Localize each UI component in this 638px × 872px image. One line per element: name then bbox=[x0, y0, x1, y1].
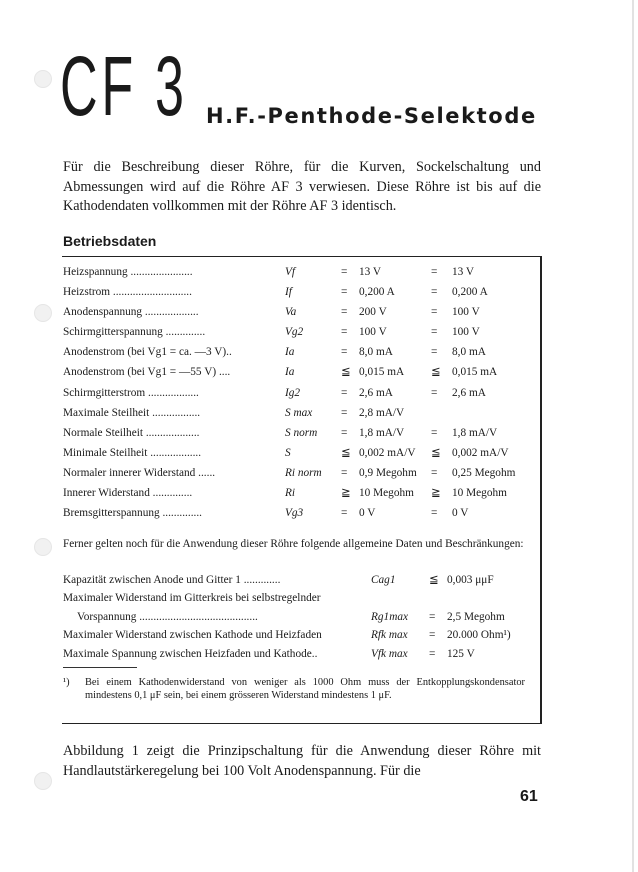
row-relation: = bbox=[341, 266, 348, 278]
row-relation: = bbox=[431, 326, 438, 339]
limit-label: Kapazität zwischen Anode und Gitter 1 ............. bbox=[63, 574, 281, 586]
row-relation: ≦ bbox=[341, 446, 351, 459]
row-symbol: Vg2 bbox=[285, 326, 304, 339]
limit-label: Maximaler Widerstand zwischen Kathode und Heizfaden bbox=[63, 629, 322, 642]
data-row bbox=[63, 322, 533, 342]
row-symbol: S norm bbox=[285, 426, 318, 439]
limit-relation: = bbox=[429, 647, 436, 660]
limit-row bbox=[63, 589, 535, 607]
section-heading: Betriebsdaten bbox=[63, 233, 157, 249]
limit-value: 125 V bbox=[447, 647, 475, 660]
row-value-200v: 200 V bbox=[359, 306, 387, 319]
row-value-200v: 0 V bbox=[359, 507, 376, 520]
row-value-200v: 2,8 mA/V bbox=[359, 406, 405, 419]
punch-hole bbox=[34, 772, 52, 790]
data-row bbox=[63, 302, 533, 322]
row-label: Anodenspannung ................... bbox=[63, 306, 199, 319]
data-row bbox=[63, 403, 533, 423]
row-label: Bremsgitterspannung .............. bbox=[63, 507, 202, 520]
footnote-mark: ¹) bbox=[63, 677, 70, 688]
row-relation: = bbox=[431, 306, 438, 319]
limit-value: 2,5 Megohm bbox=[447, 610, 505, 623]
data-row bbox=[63, 282, 533, 302]
row-relation: = bbox=[341, 326, 348, 339]
row-value-200v: 1,8 mA/V bbox=[359, 426, 405, 439]
row-symbol: S bbox=[285, 446, 291, 459]
row-label: Normaler innerer Widerstand ...... bbox=[63, 466, 216, 479]
row-value-100v: 13 V bbox=[452, 266, 475, 278]
footnote-text: Bei einem Kathodenwiderstand von weniger als 1000 Ohm muss der Entkopplungskondensator mindestens 0,1 μF sein, bei einem grösseren Widerstand mindestens 1 μF. bbox=[85, 677, 525, 701]
row-value-200v: 0,002 mA/V bbox=[359, 446, 416, 459]
limit-relation: ≦ bbox=[429, 574, 439, 586]
row-symbol: Vg3 bbox=[285, 507, 304, 520]
row-value-200v: 100 V bbox=[359, 326, 387, 339]
page-edge bbox=[632, 0, 634, 872]
row-label: Normale Steilheit ................... bbox=[63, 426, 200, 439]
row-relation: ≦ bbox=[431, 366, 441, 379]
row-relation: = bbox=[341, 466, 348, 479]
limit-label: Maximaler Widerstand im Gitterkreis bei selbstregelnder bbox=[63, 592, 321, 605]
data-row bbox=[63, 483, 533, 503]
row-value-100v: 0,25 Megohm bbox=[452, 466, 516, 479]
limit-row bbox=[63, 645, 535, 663]
data-row bbox=[63, 443, 533, 463]
row-relation: ≧ bbox=[341, 487, 351, 500]
data-row bbox=[63, 362, 533, 382]
tube-description: H.F.-Penthode-Selektode bbox=[206, 104, 537, 128]
row-symbol: Vf bbox=[285, 266, 296, 278]
data-row bbox=[63, 342, 533, 362]
table-bottom-rule bbox=[62, 723, 542, 724]
limit-symbol: Rfk max bbox=[371, 629, 408, 642]
row-relation: = bbox=[341, 306, 348, 319]
row-relation: ≧ bbox=[431, 487, 441, 500]
row-relation: = bbox=[341, 286, 348, 299]
row-relation: = bbox=[431, 346, 438, 359]
table-right-rule bbox=[540, 256, 542, 724]
row-label: Innerer Widerstand .............. bbox=[63, 487, 193, 500]
row-value-100v: 0,015 mA bbox=[452, 366, 498, 379]
punch-hole bbox=[34, 538, 52, 556]
row-symbol: S max bbox=[285, 406, 313, 419]
footnote-rule bbox=[63, 667, 137, 668]
row-relation: = bbox=[341, 346, 348, 359]
limit-label: Maximale Spannung zwischen Heizfaden und Kathode.. bbox=[63, 647, 318, 660]
row-label: Minimale Steilheit .................. bbox=[63, 446, 202, 459]
limit-relation: = bbox=[429, 629, 436, 642]
row-value-200v: 0,9 Megohm bbox=[359, 466, 417, 479]
row-value-100v: 0,200 A bbox=[452, 286, 488, 299]
row-label: Anodenstrom (bei Vg1 = ca. —3 V).. bbox=[63, 346, 232, 359]
row-value-100v: 1,8 mA/V bbox=[452, 426, 498, 439]
limit-label: Vorspannung .......................................... bbox=[77, 610, 258, 623]
operating-data-table bbox=[63, 262, 533, 523]
row-value-200v: 8,0 mA bbox=[359, 346, 393, 359]
limit-row bbox=[63, 608, 535, 626]
row-value-200v: 10 Megohm bbox=[359, 487, 414, 500]
row-symbol: If bbox=[285, 286, 292, 299]
row-relation: = bbox=[341, 426, 348, 439]
row-value-200v: 13 V bbox=[359, 266, 382, 278]
data-row bbox=[63, 423, 533, 443]
row-value-100v: 0 V bbox=[452, 507, 469, 520]
tube-type-title: CF 3 bbox=[60, 39, 188, 133]
row-relation: = bbox=[431, 466, 438, 479]
data-row bbox=[63, 503, 533, 523]
row-relation: = bbox=[341, 406, 348, 419]
row-value-100v: 2,6 mA bbox=[452, 386, 486, 399]
limit-row bbox=[63, 571, 535, 589]
body-text: Abbildung 1 zeigt die Prinzipschaltung für die Anwendung dieser Röhre mit Handlautstärkeregelung bei 100 Volt Anodenspannung. Für die bbox=[63, 743, 541, 779]
row-label: Schirmgitterspannung .............. bbox=[63, 326, 206, 339]
limit-symbol: Vfk max bbox=[371, 647, 408, 660]
row-label: Heizstrom ............................ bbox=[63, 286, 192, 299]
row-value-200v: 2,6 mA bbox=[359, 386, 393, 399]
limits-intro-text: Ferner gelten noch für die Anwendung dieser Röhre folgende allgemeine Daten und Beschränkungen: bbox=[63, 538, 524, 550]
limit-value: 20.000 Ohm¹) bbox=[447, 629, 511, 642]
data-row bbox=[63, 383, 533, 403]
row-symbol: Va bbox=[285, 306, 297, 319]
row-symbol: Ri bbox=[285, 487, 296, 500]
row-symbol: Ia bbox=[285, 366, 295, 379]
row-relation: = bbox=[341, 386, 348, 399]
row-symbol: Ri norm bbox=[285, 466, 322, 479]
page-number: 61 bbox=[520, 788, 538, 805]
row-label: Schirmgitterstrom .................. bbox=[63, 386, 199, 399]
punch-hole bbox=[34, 70, 52, 88]
body-paragraph bbox=[63, 741, 541, 781]
table-top-rule bbox=[62, 256, 542, 257]
row-relation: = bbox=[431, 286, 438, 299]
row-value-200v: 0,015 mA bbox=[359, 366, 405, 379]
row-relation: = bbox=[431, 507, 438, 520]
limits-intro bbox=[63, 537, 531, 553]
row-value-100v: 8,0 mA bbox=[452, 346, 486, 359]
punch-hole bbox=[34, 304, 52, 322]
row-value-100v: 100 V bbox=[452, 326, 480, 339]
row-relation: = bbox=[431, 386, 438, 399]
row-value-200v: 0,200 A bbox=[359, 286, 395, 299]
row-relation: = bbox=[431, 426, 438, 439]
limit-row bbox=[63, 626, 535, 644]
row-label: Maximale Steilheit ................. bbox=[63, 406, 201, 419]
row-relation: = bbox=[431, 266, 438, 278]
limit-symbol: Cag1 bbox=[371, 574, 396, 586]
limit-value: 0,003 μμF bbox=[447, 574, 494, 586]
footnote bbox=[63, 677, 525, 702]
row-relation: ≦ bbox=[431, 446, 441, 459]
row-value-100v: 100 V bbox=[452, 306, 480, 319]
row-symbol: Ia bbox=[285, 346, 295, 359]
row-value-100v: 10 Megohm bbox=[452, 487, 507, 500]
limit-symbol: Rg1max bbox=[371, 610, 409, 623]
row-value-100v: 0,002 mA/V bbox=[452, 446, 509, 459]
limit-relation: = bbox=[429, 610, 436, 623]
row-relation: ≦ bbox=[341, 366, 351, 379]
data-row bbox=[63, 262, 533, 282]
row-symbol: Ig2 bbox=[285, 386, 301, 399]
row-label: Anodenstrom (bei Vg1 = —55 V) .... bbox=[63, 366, 231, 379]
data-row bbox=[63, 463, 533, 483]
intro-text: Für die Beschreibung dieser Röhre, für die Kurven, Sockelschaltung und Abmessungen wird auf die Röhre AF 3 verwiesen. Diese Röhre ist bis auf die Kathodendaten vollkommen mit der Röhre AF 3 identisch. bbox=[63, 159, 541, 214]
row-label: Heizspannung ...................... bbox=[63, 266, 193, 278]
row-relation: = bbox=[341, 507, 348, 520]
limits-table bbox=[63, 571, 535, 663]
intro-paragraph bbox=[63, 158, 541, 217]
